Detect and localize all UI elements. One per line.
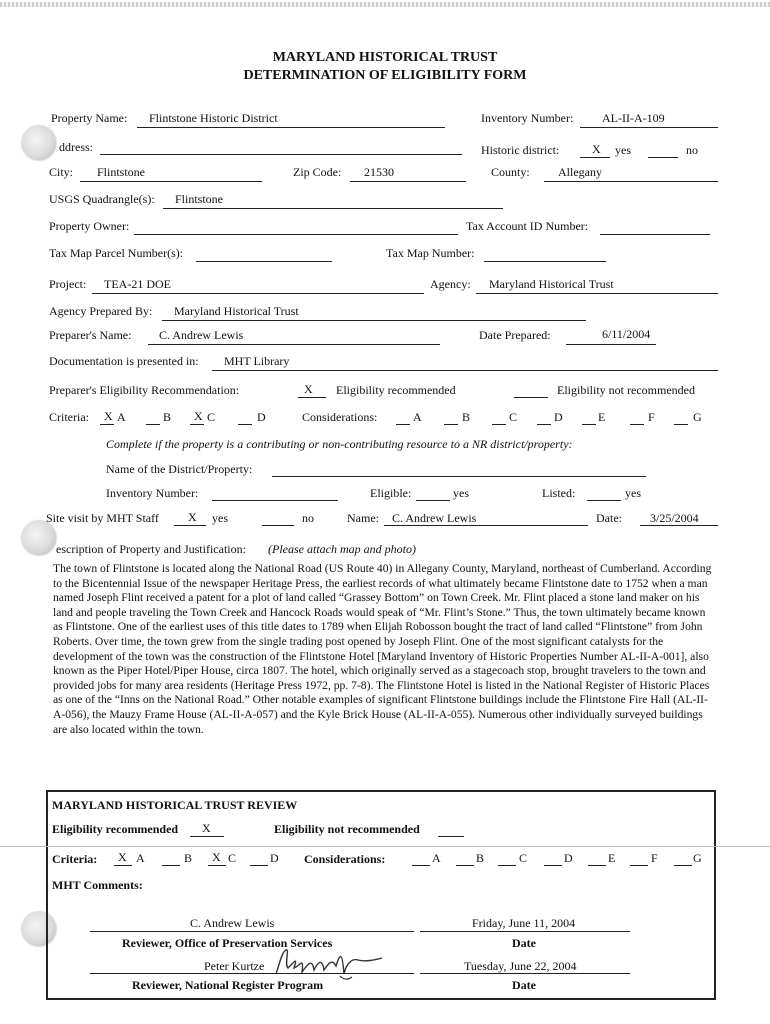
review-criteria-c: C: [228, 851, 237, 865]
review-consideration-d: D: [564, 851, 573, 865]
criteria-c-line: [190, 424, 204, 425]
site-visit-name-label: Name:: [347, 511, 379, 525]
listed-label: Listed:: [542, 486, 576, 500]
consideration-f-line: [630, 424, 644, 425]
review-consideration-a: A: [432, 851, 441, 865]
review-consideration-b: B: [476, 851, 485, 865]
criteria-b: B: [163, 410, 172, 424]
eligible-line: [416, 500, 450, 501]
review-date1-label: Date: [512, 936, 536, 950]
property-name-label: Property Name:: [51, 111, 128, 125]
site-visit-date-label: Date:: [596, 511, 622, 525]
tax-parcel-line: [196, 261, 332, 262]
preparer-value: C. Andrew Lewis: [159, 328, 244, 342]
consideration-a-line: [396, 424, 410, 425]
consideration-e: E: [598, 410, 606, 424]
reviewer2-title: Reviewer, National Register Program: [132, 978, 324, 992]
site-visit-label: Site visit by MHT Staff: [46, 511, 159, 525]
preparer-line: [148, 344, 440, 345]
date-prepared-line: [566, 344, 656, 345]
review-date2-line: [420, 973, 630, 974]
date-prepared-label: Date Prepared:: [479, 328, 551, 342]
tax-account-line: [600, 234, 710, 235]
review-not-recommended: Eligibility not recommended: [274, 822, 420, 836]
site-visit-mark: X: [188, 510, 197, 524]
review-criteria-a-line: [114, 865, 132, 866]
consideration-d: D: [554, 410, 563, 424]
consideration-f: F: [648, 410, 655, 424]
project-line: [92, 293, 424, 294]
description-label: escription of Property and Justification:: [56, 542, 246, 556]
review-consideration-f: F: [651, 851, 658, 865]
review-consideration-c-line: [498, 865, 516, 866]
consideration-b: B: [462, 410, 471, 424]
site-visit-name: C. Andrew Lewis: [392, 511, 477, 525]
county-line: [544, 181, 718, 182]
criteria-c-mark: X: [194, 409, 203, 423]
review-criteria-b-line: [162, 865, 180, 866]
agency-prepared-label: Agency Prepared By:: [49, 304, 153, 318]
property-owner-label: Property Owner:: [49, 219, 130, 233]
review-recommended-mark: X: [202, 821, 211, 835]
consideration-g: G: [693, 410, 702, 424]
review-criteria-c-mark: X: [212, 850, 221, 864]
listed-yes: yes: [625, 486, 641, 500]
punch-hole-top: [22, 126, 56, 160]
site-visit-date-line: [640, 525, 718, 526]
consideration-c: C: [509, 410, 518, 424]
review-header: MARYLAND HISTORICAL TRUST REVIEW: [52, 798, 298, 812]
property-name-value: Flintstone Historic District: [149, 111, 278, 125]
agency-prepared-value: Maryland Historical Trust: [174, 304, 299, 318]
property-name-line: [137, 127, 445, 128]
agency-prepared-line: [162, 320, 586, 321]
criteria-d-line: [238, 424, 252, 425]
site-visit-yes: yes: [212, 511, 228, 525]
review-consideration-e: E: [608, 851, 616, 865]
review-consideration-c: C: [519, 851, 528, 865]
review-criteria-a: A: [136, 851, 145, 865]
considerations-label: Considerations:: [302, 410, 378, 424]
punch-hole-middle: [22, 521, 56, 555]
review-criteria-c-line: [208, 865, 226, 866]
recommended-line: [298, 397, 326, 398]
form-title-line2: DETERMINATION OF ELIGIBILITY FORM: [243, 68, 527, 83]
documentation-value: MHT Library: [224, 354, 290, 368]
reviewer2-name: Peter Kurtze: [204, 959, 265, 973]
inventory-number-value: AL-II-A-109: [602, 111, 665, 125]
tax-map-line: [484, 261, 606, 262]
review-criteria-d-line: [250, 865, 268, 866]
recommendation-mark: X: [304, 382, 313, 396]
review-recommended: Eligibility recommended: [52, 822, 179, 836]
review-date1-line: [420, 931, 630, 932]
criteria-a-mark: X: [104, 409, 113, 423]
scan-edge: [0, 2, 770, 7]
documentation-label: Documentation is presented in:: [49, 354, 199, 368]
eligible-label: Eligible:: [370, 486, 412, 500]
criteria-a-line: [100, 424, 114, 425]
tax-parcel-label: Tax Map Parcel Number(s):: [49, 246, 184, 260]
district-name-label: Name of the District/Property:: [106, 462, 253, 476]
reviewer2-line: [90, 973, 414, 974]
criteria-a: A: [117, 410, 126, 424]
zip-line: [350, 181, 466, 182]
city-line: [80, 181, 262, 182]
review-recommended-line: [190, 836, 224, 837]
site-visit-no: no: [302, 511, 314, 525]
site-visit-yes-line: [174, 525, 206, 526]
agency-value: Maryland Historical Trust: [489, 277, 614, 291]
review-not-recommended-line: [438, 836, 464, 837]
historic-district-no-line: [648, 157, 678, 158]
consideration-a: A: [413, 410, 422, 424]
complete-note: Complete if the property is a contributing or non-contributing resource to a NR district/property:: [106, 437, 573, 451]
county-label: County:: [491, 165, 530, 179]
criteria-c: C: [207, 410, 216, 424]
reviewer1-title: Reviewer, Office of Preservation Services: [122, 936, 333, 950]
city-label: City:: [49, 165, 74, 179]
consideration-b-line: [444, 424, 458, 425]
review-date1: Friday, June 11, 2004: [472, 916, 576, 930]
inventory-number-label: Inventory Number:: [481, 111, 574, 125]
review-consideration-g: G: [693, 851, 702, 865]
documentation-line: [212, 370, 718, 371]
address-label: ddress:: [59, 140, 93, 154]
preparer-label: Preparer's Name:: [49, 328, 132, 342]
criteria-d: D: [257, 410, 266, 424]
date-prepared-value: 6/11/2004: [602, 327, 651, 341]
project-label: Project:: [49, 277, 87, 291]
inventory-number-line: [580, 127, 718, 128]
review-consideration-e-line: [588, 865, 606, 866]
zip-value: 21530: [364, 165, 394, 179]
review-criteria-d: D: [270, 851, 279, 865]
consideration-d-line: [537, 424, 551, 425]
reviewer1-name: C. Andrew Lewis: [190, 916, 275, 930]
review-date2: Tuesday, June 22, 2004: [464, 959, 577, 973]
not-recommended-text: Eligibility not recommended: [557, 383, 695, 397]
review-criteria-a-mark: X: [118, 850, 127, 864]
mht-comments-label: MHT Comments:: [52, 878, 143, 892]
not-recommended-line: [514, 397, 548, 398]
review-consideration-a-line: [412, 865, 430, 866]
criteria-b-line: [146, 424, 160, 425]
property-owner-line: [134, 234, 458, 235]
recommended-text: Eligibility recommended: [336, 383, 456, 397]
historic-district-label: Historic district:: [481, 143, 560, 157]
county-value: Allegany: [558, 165, 602, 179]
review-divider: [0, 846, 770, 847]
project-value: TEA-21 DOE: [104, 277, 171, 291]
site-visit-name-line: [384, 525, 588, 526]
review-consideration-b-line: [456, 865, 474, 866]
agency-label: Agency:: [430, 277, 471, 291]
consideration-c-line: [492, 424, 506, 425]
form-title-line1: MARYLAND HISTORICAL TRUST: [272, 50, 498, 65]
review-consideration-g-line: [674, 865, 692, 866]
historic-district-yes: yes: [615, 143, 631, 157]
usgs-label: USGS Quadrangle(s):: [49, 192, 155, 206]
reviewer1-line: [90, 931, 414, 932]
review-consideration-d-line: [544, 865, 562, 866]
address-line: [100, 154, 462, 155]
historic-district-no: no: [686, 143, 698, 157]
review-date2-label: Date: [512, 978, 536, 992]
inventory-number-2-line: [212, 500, 338, 501]
review-consideration-f-line: [630, 865, 648, 866]
site-visit-no-line: [262, 525, 294, 526]
historic-district-yes-line: [580, 157, 610, 158]
city-value: Flintstone: [97, 165, 146, 179]
tax-map-label: Tax Map Number:: [386, 246, 475, 260]
review-criteria-label: Criteria:: [52, 852, 98, 866]
district-name-line: [272, 476, 646, 477]
zip-label: Zip Code:: [293, 165, 342, 179]
listed-line: [587, 500, 621, 501]
usgs-line: [163, 208, 503, 209]
tax-account-label: Tax Account ID Number:: [466, 219, 589, 233]
consideration-g-line: [674, 424, 688, 425]
description-note: (Please attach map and photo): [268, 542, 416, 556]
consideration-e-line: [582, 424, 596, 425]
inventory-number-2-label: Inventory Number:: [106, 486, 199, 500]
review-considerations-label: Considerations:: [304, 852, 386, 866]
recommendation-label: Preparer's Eligibility Recommendation:: [49, 383, 240, 397]
agency-line: [476, 293, 718, 294]
usgs-value: Flintstone: [175, 192, 224, 206]
historic-district-yes-mark: X: [592, 142, 601, 156]
review-criteria-b: B: [184, 851, 193, 865]
site-visit-date: 3/25/2004: [650, 511, 699, 525]
description-text: The town of Flintstone is located along the National Road (US Route 40) in Allegany County, Maryland, northeast of Cumberland. According to the Bicentennial Issue of the newspaper Heritage Press, the earliest records of what ultimately became Flintstone date to 1752 when a man named Joseph Flint received a patent for a plot of land called “Grassey Bottom” on Town Creek. Mr. Flint placed a stone land maker on his land and people traveling the Town Creek and Hancock Roads would speak of “Mr. Flint’s Stone.” Thus, the town ultimately became known as Flintstone. One of the earliest uses of this title dates to 1789 when Elijah Robosson bought the tract of land called “Flintstone” from John Roberts. Over time, the town grew from the single trading post opened by Joseph Flint. One of the most significant catalysts for the development of the town was the construction of the Flintstone Hotel [Maryland Inventory of Historic Properties Number AL-II-A-001], also known as the Piper Hotel/Piper House, circa 1807. The hotel, which originally served as a stagecoach stop, brought travelers to the town and provided jobs for many area residents (Heritage Press 1972, pp. 7-8). The Flintstone Hotel is listed in the National Register of Historic Places as one of the “Inns on the National Road.” Other notable examples of significant Flintstone buildings include the Flintstone Fire Hall (AL-II-A-056), the Mauzy Frame House (AL-II-A-057) and the Kyle Brick House (AL-II-A-055). Numerous other individually surveyed buildings are also located within the town.: [53, 562, 712, 736]
eligible-yes: yes: [453, 486, 469, 500]
criteria-label: Criteria:: [49, 410, 89, 424]
